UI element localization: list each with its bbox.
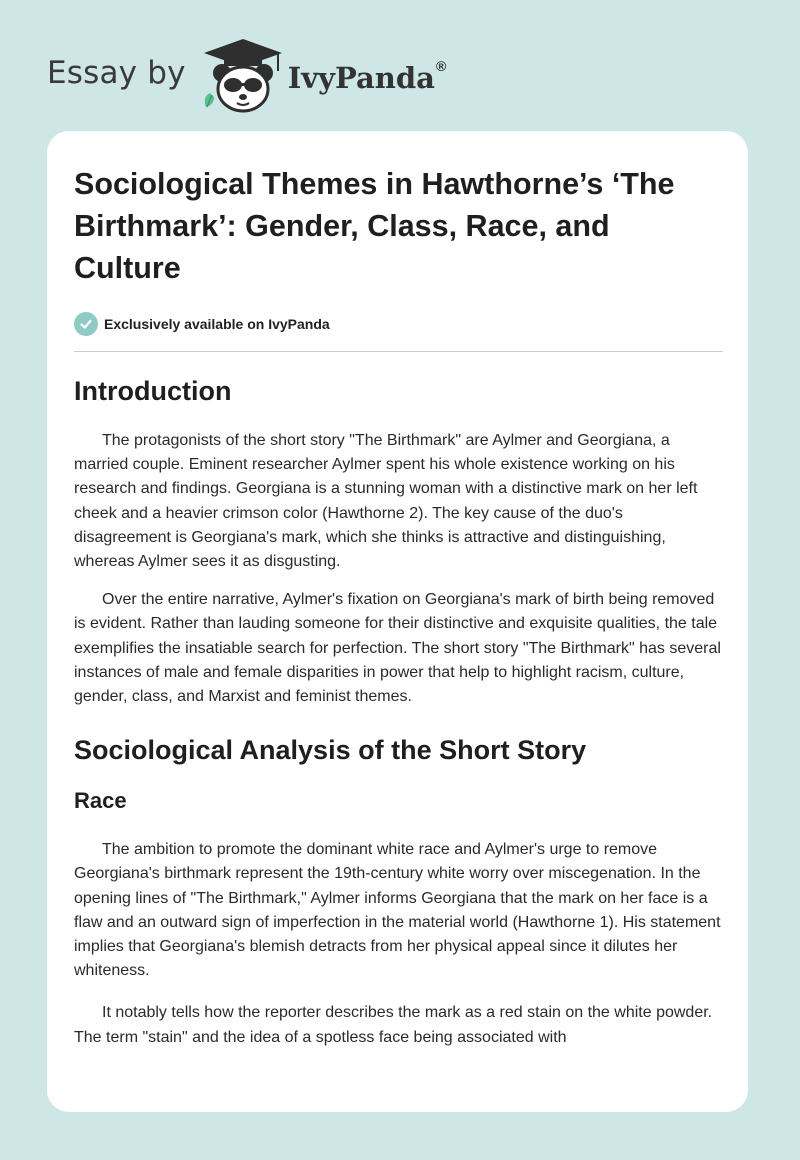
brand-header[interactable] [47,36,446,116]
section-heading-introduction: Introduction [74,376,232,406]
check-icon [74,312,98,336]
paragraph: The protagonists of the short story "The Birthmark" are Aylmer and Georgiana, a married couple. Eminent researcher Aylmer spent his whole existence working on his research and findings. Georgiana is a stunning woman with a distinctive mark on her left cheek and a heavier crimson color (Hawthorne 2). The key cause of the duo's disagreement is Georgiana's mark, which she thinks is attractive and distinguishing, whereas Aylmer sees it as disgusting. [74,432,698,571]
essay-card [47,131,748,1112]
section-heading-sociological-analysis: Sociological Analysis of the Short Story [74,735,587,766]
panda-logo-icon [200,37,286,115]
brand-name: IvyPanda® [287,58,447,95]
exclusive-badge [74,311,722,337]
paragraph: Over the entire narrative, Aylmer's fixation on Georgiana's mark of birth being removed is evident. Rather than lauding someone for their distinctive and exquisite qualities, the tale exemplifies the insatiable search for perfection. The short story "The Birthmark" has several instances of male and female disparities in power that help to highlight racism, culture, gender, class, and Marxist and feminist themes. [74,591,721,706]
essay-title: Sociological Themes in Hawthorne’s ‘The Birthmark’: Gender, Class, Race, and Culture [74,167,675,285]
paragraph: The ambition to promote the dominant white race and Aylmer's urge to remove Georgiana's birthmark represent the 19th-century white worry over miscegenation. In the opening lines of "The Birthmark," Aylmer informs Georgiana that the mark on her face is a flaw and an outward sign of imperfection in the material world (Hawthorne 1). His statement implies that Georgiana's blemish detracts from her physical appeal since it dilutes her whiteness. [74,841,721,980]
paragraph: It notably tells how the reporter describes the mark as a red stain on the white powder. The term "stain" and the idea of a spotless face being associated with [74,1004,713,1046]
registered-mark: ® [435,58,447,75]
divider [74,351,723,352]
badge-label: Exclusively available on IvyPanda [104,316,330,332]
brand-prefix: Essay by [47,55,186,91]
subheading-race: Race [74,788,127,814]
